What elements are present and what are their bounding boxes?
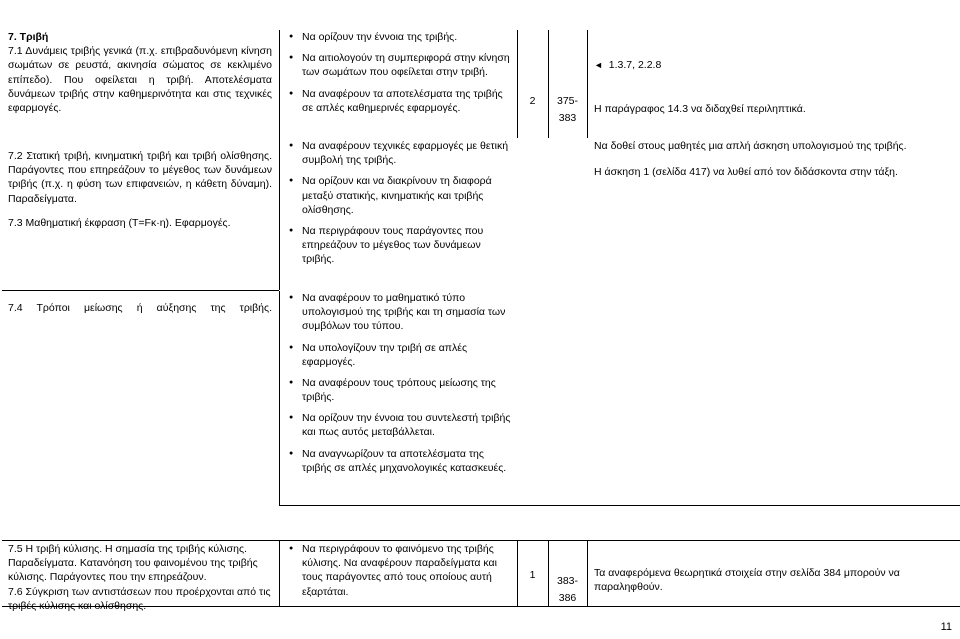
- table-border: [587, 540, 588, 606]
- content-cell-7-2: [4, 149, 276, 230]
- note-text: 1.3.7, 2.2.8: [608, 59, 662, 71]
- note-text: Να δοθεί στους μαθητές μια απλή άσκηση υπολογισμού της τριβής.: [594, 140, 907, 152]
- list-item: ● Να ορίζουν την έννοια του συντελεστή τριβής και πως αυτός μεταβάλλεται.: [289, 411, 513, 439]
- notes-cell: [590, 58, 955, 116]
- objectives-cell: [285, 291, 517, 482]
- note-text: Η παράγραφος 14.3 να διδαχθεί περιληπτικά.: [594, 103, 806, 116]
- objectives-list: [289, 139, 513, 266]
- list-item: ● Να αναγνωρίζουν τα αποτελέσματα της τριβής σε απλές μηχανολογικές κατασκευές.: [289, 447, 513, 475]
- note-text: Η άσκηση 1 (σελίδα 417) να λυθεί από τον διδάσκοντα στην τάξη.: [594, 166, 898, 179]
- list-item: ● Να αναφέρουν τους τρόπους μείωσης της τριβής.: [289, 376, 513, 404]
- page-number: 11: [940, 621, 952, 634]
- hours-cell: [517, 568, 548, 582]
- list-item: ● Να υπολογίζουν την τριβή σε απλές εφαρμογές.: [289, 341, 513, 369]
- objectives-list: [289, 291, 513, 475]
- table-border: [279, 291, 280, 505]
- objectives-cell: [285, 542, 517, 606]
- row-divider: [279, 505, 960, 506]
- notes-cell: [590, 139, 955, 179]
- hours-value: 1: [529, 569, 536, 581]
- list-item: ● Να αναφέρουν τα αποτελέσματα της τριβής σε απλές καθημερινές εφαρμογές.: [289, 87, 513, 115]
- pages-value: 383- 386: [556, 574, 578, 604]
- content-cell-7-5: [4, 542, 278, 613]
- section-text: 7.3 Μαθηματική έκφραση (T=Fκ·η). Εφαρμογές.: [8, 216, 231, 229]
- list-item: ● Να περιγράφουν το φαινόμενο της τριβής κύλισης. Να αναφέρουν παραδείγματα και τους παράγοντες από τους οποίους αυτή εξαρτάται.: [289, 542, 513, 599]
- list-item: ● Να αναφέρουν τεχνικές εφαρμογές με θετική συμβολή της τριβής.: [289, 139, 513, 167]
- notes-cell: [590, 566, 955, 594]
- reference-icon: ◄: [594, 60, 603, 70]
- row-divider: [2, 540, 960, 541]
- reference-note: [594, 58, 951, 72]
- note-text: Τα αναφερόμενα θεωρητικά στοιχεία στην σελίδα 384 μπορούν να παραληφθούν.: [594, 567, 900, 594]
- section-text: 7.5 Η τριβή κύλισης. Η σημασία της τριβής κύλισης. Παραδείγματα. Κατανόηση του φαινομένου της τριβής κύλισης. Παράγοντες που την επηρεάζουν.: [8, 543, 258, 584]
- pages-value: 375- 383: [556, 94, 578, 124]
- section-text: 7.2 Στατική τριβή, κινηματική τριβή και τριβή ολίσθησης. Παράγοντες που επηρεάζουν το μέγεθος των δυνάμεων τριβής (π.χ. η φύση των επιφανειών, η κάθετη δύναμη). Παραδείγματα.: [8, 150, 272, 205]
- table-border: [517, 30, 518, 138]
- objectives-list: [289, 30, 513, 115]
- pages-cell: [548, 76, 587, 126]
- list-item: ● Να αιτιολογούν τη συμπεριφορά στην κίνηση των σωμάτων που οφείλεται στην τριβή.: [289, 51, 513, 79]
- list-item: ● Να ορίζουν και να διακρίνουν τη διαφορά μεταξύ στατικής, κινηματικής και τριβής ολίσθησης.: [289, 174, 513, 217]
- pages-cell: [548, 556, 587, 606]
- section-text: 7.4 Τρόποι μείωσης ή αύξησης της τριβής.: [8, 302, 272, 314]
- table-border: [279, 30, 280, 290]
- objectives-list: [289, 542, 513, 599]
- section-text: 7.6 Σύγκριση των αντιστάσεων που προέρχονται από τις τριβές κύλισης και ολίσθησης.: [8, 585, 271, 612]
- objectives-cell: [285, 30, 517, 122]
- list-item: ● Να περιγράφουν τους παράγοντες που επηρεάζουν το μέγεθος των δυνάμεων τριβής.: [289, 224, 513, 267]
- table-border: [587, 30, 588, 138]
- row-divider: [2, 290, 279, 291]
- table-border: [279, 540, 280, 606]
- section-text: 7.1 Δυνάμεις τριβής γενικά (π.χ. επιβραδυνόμενη κίνηση σωμάτων σε ρευστά, ακινησία σώματος σε κεκλιμένο επίπεδο). Που οφείλεται η τριβή. Αποτελέσματα δυνάμεων τριβής στην καθημερινότητα και στις τεχνικές εφαρμογές.: [8, 45, 272, 114]
- hours-value: 2: [529, 95, 536, 107]
- content-cell-7-4: [4, 301, 276, 315]
- chapter-heading: 7. Τριβή: [8, 31, 49, 43]
- objectives-cell: [285, 139, 517, 273]
- hours-cell: [517, 94, 548, 108]
- list-item: ● Να ορίζουν την έννοια της τριβής.: [289, 30, 513, 44]
- list-item: ● Να αναφέρουν το μαθηματικό τύπο υπολογισμού της τριβής και τη σημασία των συμβόλων του τύπου.: [289, 291, 513, 334]
- content-cell-7-1: [4, 30, 276, 115]
